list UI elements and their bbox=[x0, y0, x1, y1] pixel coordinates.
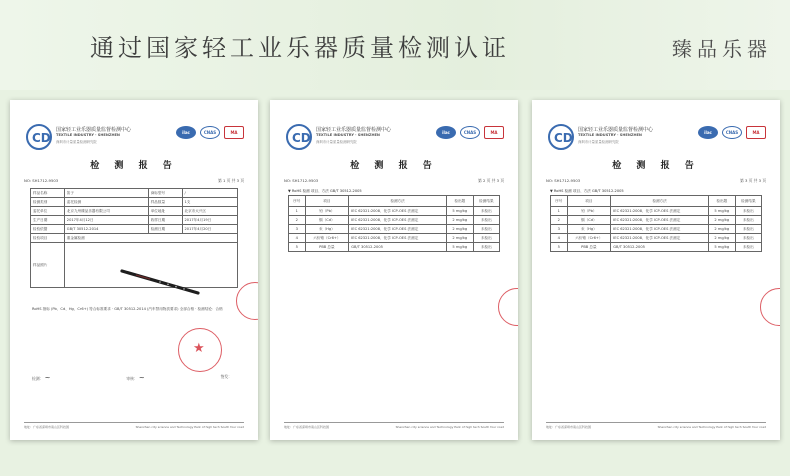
svg-text:CD: CD bbox=[292, 131, 311, 145]
table-row: 2 镉（Cd） IEC 62321:2008、化学 ICP-OES 法测定 2 mg/kg 未检出 bbox=[289, 216, 500, 225]
accreditation-badges bbox=[698, 126, 766, 139]
table-row: 1 铅（Pb） IEC 62321:2008、化学 ICP-OES 法测定 5 mg/kg 未检出 bbox=[289, 207, 500, 216]
tester-signature: 检测： ~ bbox=[32, 374, 51, 382]
table-header-row: 序号 项目 检测方法 检出限 检测结果 bbox=[551, 196, 762, 207]
table-row: 2 镉（Cd） IEC 62321:2008、化学 ICP-OES 法测定 2 mg/kg 未检出 bbox=[551, 216, 762, 225]
table-row: 样品照片 bbox=[31, 243, 238, 288]
table-row: 1 铅（Pb） IEC 62321:2008、化学 ICP-OES 法测定 5 mg/kg 未检出 bbox=[551, 207, 762, 216]
org-name-cn: 国家轻工业乐器质量监督检测中心 bbox=[316, 127, 392, 133]
org-name-cn: 国家轻工业乐器质量监督检测中心 bbox=[56, 127, 132, 133]
issuer-signature: 签发： bbox=[220, 374, 232, 379]
certificate-page-1 bbox=[10, 100, 258, 440]
org-name-cn: 国家轻工业乐器质量监督检测中心 bbox=[578, 127, 654, 133]
ilac-badge-icon: ilac bbox=[698, 126, 718, 139]
org-subtitle: 深圳市计量质量检测研究院 bbox=[316, 140, 357, 144]
table-row: 4 六价铬（Cr6+） IEC 62321:2008、化学 ICP-OES 法测定 2 mg/kg 未检出 bbox=[289, 234, 500, 243]
table-row: 检验依据 GB/T 30512-2014 检测日期 2017年4月20日 bbox=[31, 225, 238, 234]
cnas-badge-icon: CNAS bbox=[722, 126, 742, 139]
org-subtitle: 深圳市计量质量检测研究院 bbox=[56, 140, 97, 144]
page-number: 第 1 页 共 3 页 bbox=[217, 178, 244, 183]
report-title: 检 测 报 告 bbox=[612, 161, 700, 171]
cd-logo-icon bbox=[286, 124, 312, 150]
cnas-badge-icon: CNAS bbox=[200, 126, 220, 139]
ilac-badge-icon: ilac bbox=[436, 126, 456, 139]
table-row: 生产日期 2017年4月12日 收样日期 2017年4月19日 bbox=[31, 216, 238, 225]
table-row: 检验项目 重金属检测 bbox=[31, 234, 238, 243]
rohs-caption: ▼ RoHS 检测 项目、方法 GB/T 30512-2005 bbox=[288, 189, 362, 193]
signature-row bbox=[32, 374, 232, 382]
report-number: NO: SH1712-9503 bbox=[24, 178, 59, 183]
table-row: 样品名称 笛子 商标型号 / bbox=[31, 189, 238, 198]
table-row: 4 六价铬（Cr6+） IEC 62321:2008、化学 ICP-OES 法测定 2 mg/kg 未检出 bbox=[551, 234, 762, 243]
rohs-results-table bbox=[550, 195, 762, 252]
table-row: 5 PBB 总量 GB/T 30512-2005 5 mg/kg 未检出 bbox=[289, 243, 500, 252]
table-header-row: 序号 项目 检测方法 检出限 检测结果 bbox=[289, 196, 500, 207]
headline: 通过国家轻工业乐器质量检测认证 bbox=[90, 34, 510, 62]
certificate-page-3 bbox=[532, 100, 780, 440]
edge-seal-icon bbox=[498, 288, 518, 326]
flute-photo bbox=[116, 265, 204, 299]
report-number: NO: SH1712-9503 bbox=[546, 178, 581, 183]
report-title: 检 测 报 告 bbox=[90, 161, 178, 171]
org-name-en: TEXTILE INDUSTRY · SHENZHEN bbox=[316, 133, 380, 137]
table-row: 委托单位 北京九州臻品乐器有限公司 单位地址 北京市大兴区 bbox=[31, 207, 238, 216]
edge-seal-icon bbox=[236, 282, 258, 320]
certificate-footer: 地址：广东省深圳市南山区科技园 Shenzhen city science and Technology Park of high tech South four road bbox=[546, 422, 766, 429]
svg-text:CD: CD bbox=[554, 131, 573, 145]
report-number: NO: SH1712-9503 bbox=[284, 178, 319, 183]
reviewer-signature: 审核： ~ bbox=[126, 374, 145, 382]
cd-logo-icon bbox=[26, 124, 52, 150]
table-row: 3 汞（Hg） IEC 62321:2008、化学 ICP-OES 法测定 2 mg/kg 未检出 bbox=[289, 225, 500, 234]
org-subtitle: 深圳市计量质量检测研究院 bbox=[578, 140, 619, 144]
svg-text:CD: CD bbox=[32, 131, 51, 145]
certificate-page-2 bbox=[270, 100, 518, 440]
accreditation-badges bbox=[436, 126, 504, 139]
table-row: 3 汞（Hg） IEC 62321:2008、化学 ICP-OES 法测定 2 mg/kg 未检出 bbox=[551, 225, 762, 234]
ma-badge-icon: MA bbox=[224, 126, 244, 139]
table-row: 5 PBB 总量 GB/T 30512-2005 5 mg/kg 未检出 bbox=[551, 243, 762, 252]
edge-seal-icon bbox=[760, 288, 780, 326]
ilac-badge-icon: ilac bbox=[176, 126, 196, 139]
cd-logo-icon bbox=[548, 124, 574, 150]
red-seal-icon: ★ bbox=[178, 328, 222, 372]
brand-name: 臻品乐器 bbox=[672, 37, 772, 61]
certificate-footer: 地址：广东省深圳市南山区科技园 Shenzhen city science and Technology Park of high tech South four road bbox=[284, 422, 504, 429]
ma-badge-icon: MA bbox=[746, 126, 766, 139]
report-title: 检 测 报 告 bbox=[350, 161, 438, 171]
org-name-en: TEXTILE INDUSTRY · SHENZHEN bbox=[578, 133, 642, 137]
cnas-badge-icon: CNAS bbox=[460, 126, 480, 139]
accreditation-badges bbox=[176, 126, 244, 139]
table-row: 检测类别 委托检测 样品数量 1支 bbox=[31, 198, 238, 207]
ma-badge-icon: MA bbox=[484, 126, 504, 139]
certificate-footer: 地址：广东省深圳市南山区科技园 Shenzhen city science and Technology Park of high tech South four road bbox=[24, 422, 244, 429]
page-number: 第 3 页 共 3 页 bbox=[739, 178, 766, 183]
test-conclusion: RoHS 指标 (Pb、Cd、Hg、Cr6+) 符合标准要求 · GB/T 30512-2014 (汽车禁用物质要求) 全部合格 · 检测结论：合格 bbox=[32, 307, 223, 311]
banner bbox=[0, 0, 790, 90]
rohs-caption: ▼ RoHS 检测 项目、方法 GB/T 30512-2005 bbox=[550, 189, 624, 193]
page-number: 第 2 页 共 3 页 bbox=[477, 178, 504, 183]
org-name-en: TEXTILE INDUSTRY · SHENZHEN bbox=[56, 133, 120, 137]
rohs-results-table bbox=[288, 195, 500, 252]
